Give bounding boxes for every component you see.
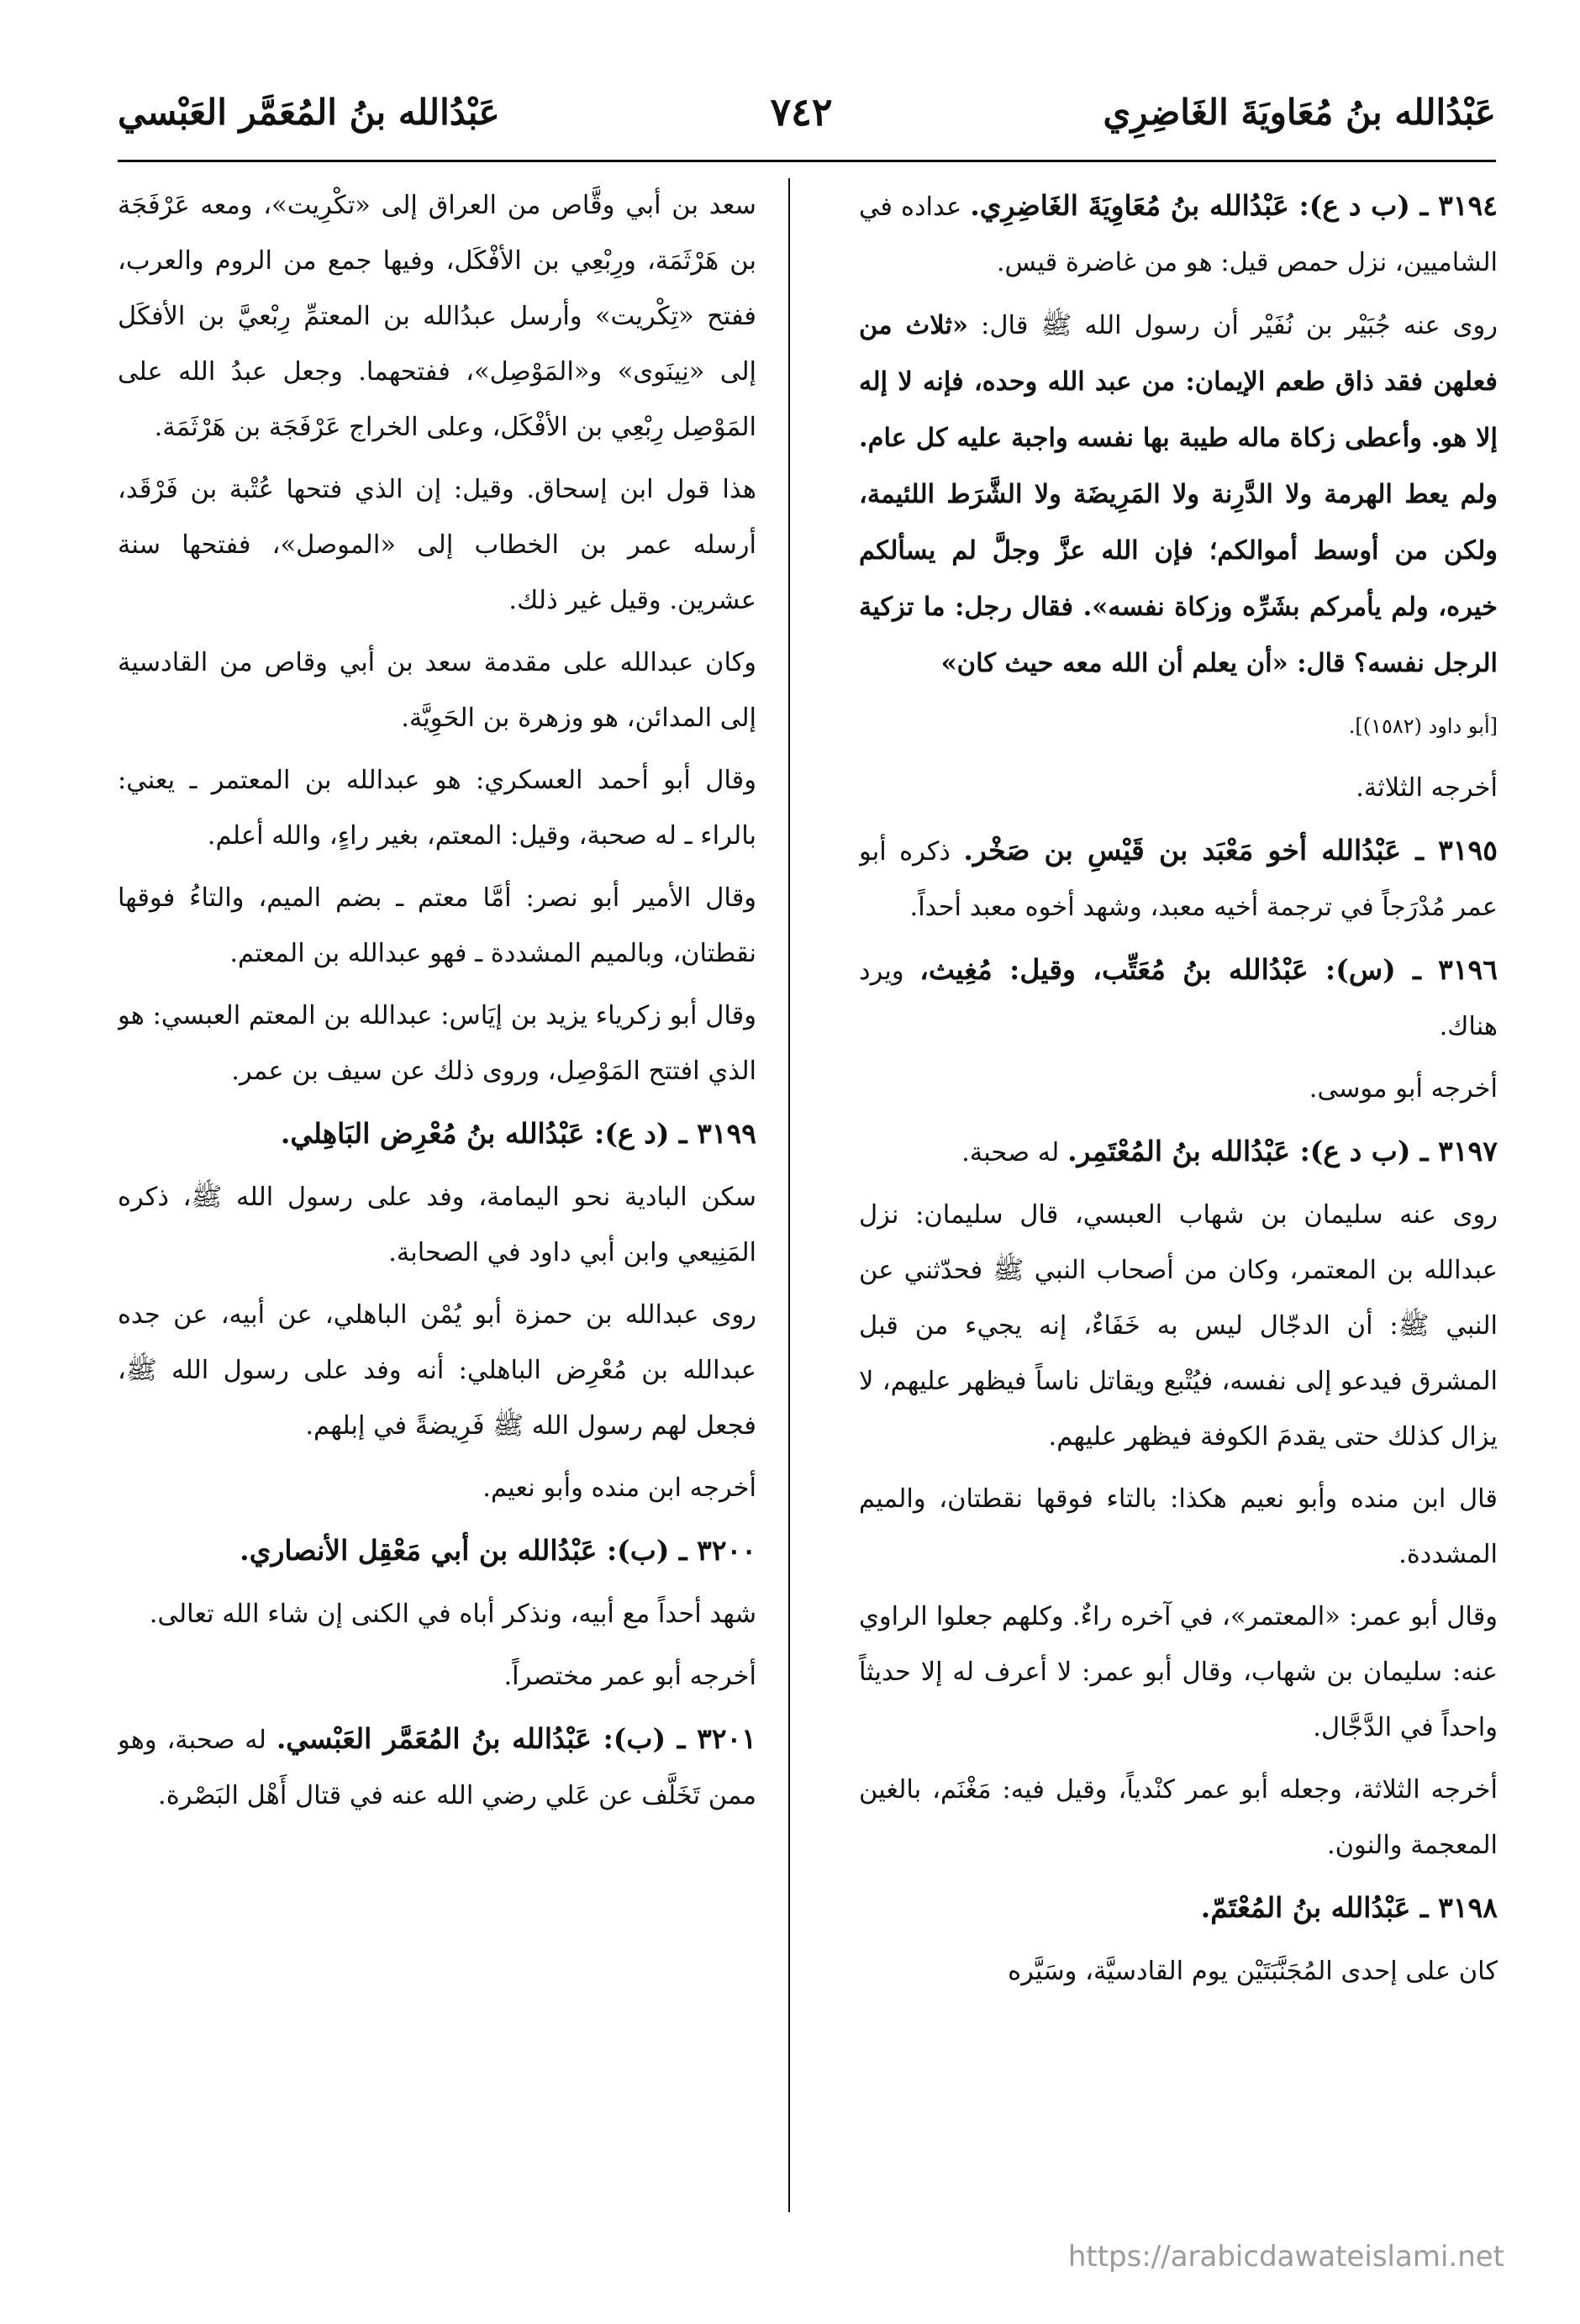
right-column [859,178,1498,2221]
page-header [118,74,1496,150]
paragraph: شهد أحداً مع أبيه، ونذكر أباه في الكنى إن شاء الله تعالى. [149,1599,756,1629]
paragraph: وكان عبدالله على مقدمة سعد بن أبي وقاص من القادسية إلى المدائن، هو وزهرة بن الحَوِيَّة. [118,648,756,733]
page-number: ٧٤٢ [770,89,833,134]
entry-3196: ٣١٩٦ ـ (س): عَبْدُالله بنُ مُعَتِّب، وقيل: مُغِيث، ويرد هناك. [859,953,1498,1041]
reference: [أبو داود (١٥٨٢)]. [1348,714,1498,738]
paragraph: أخرجه ابن منده وأبو نعيم. [482,1473,756,1503]
paragraph: سكن البادية نحو اليمامة، وفد على رسول الله ﷺ، ذكره المَنِيعي وابن أبي داود في الصحابة. [118,1183,756,1267]
entry-3197: ٣١٩٧ ـ (ب د ع): عَبْدُالله بنُ المُعْتَمِر. له صحبة. [961,1135,1498,1167]
paragraph: روى عبدالله بن حمزة أبو يُمْن الباهلي، عن أبيه، عن جده عبدالله بن مُعْرِض الباهلي: أنه وفد على رسول الله ﷺ، فجعل لهم رسول الله ﷺ فَرِيضةً في إبلهم. [118,1300,756,1441]
left-column [118,178,756,2221]
paragraph: وقال الأمير أبو نصر: أمَّا معتم ـ بضم الميم، والتاءُ فوقها نقطتان، وبالميم المشددة ـ فهو عبدالله بن المعتم. [118,883,756,968]
entry-3198: ٣١٩٨ ـ عَبْدُالله بنُ المُعْتَمّ. [1200,1891,1498,1924]
entry-3201: ٣٢٠١ ـ (ب): عَبْدُالله بنُ المُعَمَّر العَبْسي. له صحبة، وهو ممن تَخَلَّف عن عَلي رضي الله عنه في قتال أَهْل البَصْرة. [118,1722,756,1810]
entry-3195: ٣١٩٥ ـ عَبْدُالله أخو مَعْبَد بن قَيْسِ بن صَخْر. ذكره أبو عمر مُدْرَجاً في ترجمة أخيه معبد، وشهد أخوه معبد أحداً. [859,834,1498,922]
header-rule [118,160,1496,162]
paragraph: قال ابن منده وأبو نعيم هكذا: بالتاء فوقها نقطتان، والميم المشددة. [859,1484,1498,1569]
entry-3199: ٣١٩٩ ـ (د ع): عَبْدُالله بنُ مُعْرِض البَاهِلي. [280,1117,756,1150]
running-title-left: عَبْدُالله بنُ المُعَمَّر العَبْسي [118,91,500,133]
paragraph: وقال أبو زكرياء يزيد بن إيَاس: عبدالله بن المعتم العبسي: هو الذي افتتح المَوْصِل، وروى ذلك عن سيف بن عمر. [118,1001,756,1086]
paragraph: أخرجه الثلاثة، وجعله أبو عمر كنْدياً، وقيل فيه: مَغْنَم، بالغين المعجمة والنون. [859,1775,1498,1860]
entry-3200: ٣٢٠٠ ـ (ب): عَبْدُالله بن أبي مَعْقِل الأنصاري. [240,1534,756,1567]
paragraph: كان على إحدى المُجَنَّبَتَيْن يوم القادسيَّة، وسَيَّره [1008,1957,1498,1986]
paragraph: أخرجه أبو موسى. [1309,1074,1498,1104]
paragraph: وقال أبو عمر: «المعتمر»، في آخره راءٌ. وكلهم جعلوا الراوي عنه: سليمان بن شهاب، وقال أبو عمر: لا أعرف له إلا حديثاً واحداً في الدَّجَّال. [859,1602,1498,1742]
paragraph: أخرجه الثلاثة. [1356,773,1498,803]
running-title-right: عَبْدُالله بنُ مُعَاويَةَ الغَاضِرِي [1103,91,1496,133]
entry-3194: ٣١٩٤ ـ (ب د ع): عَبْدُالله بنُ مُعَاوِيَةَ الغَاضِرِي. عداده في الشاميين، نزل حمص قيل: هو من غاضرة قيس. [859,189,1498,277]
paragraph: وقال أبو أحمد العسكري: هو عبدالله بن المعتمر ـ يعني: بالراء ـ له صحبة، وقيل: المعتم، بغير راءٍ، والله أعلم. [118,766,756,851]
paragraph: هذا قول ابن إسحاق. وقيل: إن الذي فتحها عُتْبة بن فَرْقَد، أرسله عمر بن الخطاب إلى «الموصل»، ففتحها سنة عشرين. وقيل غير ذلك. [118,475,756,615]
column-rule [788,178,790,2212]
paragraph: روى عنه سليمان بن شهاب العبسي، قال سليمان: نزل عبدالله بن المعتمر، وكان من أصحاب النبي ﷺ فحدّثني عن النبي ﷺ: أن الدجّال ليس به خَفَاءٌ، إنه يجيء من قبل المشرق فيدعو إلى نفسه، فيُتْبع ويقاتل ناساً فيظهر عليهم، لا يزال كذلك حتى يقدمَ الكوفة فيظهر عليهم. [859,1200,1498,1452]
hadith-paragraph: روى عنه جُبَيْر بن نُفَيْر أن رسول الله ﷺ قال: «ثلاث من فعلهن فقد ذاق طعم الإيمان: من عبد الله وحده، فإنه لا إله إلا هو. وأعطى زكاة ماله طيبة بها نفسه واجبة عليه كل عام. ولم يعط الهرمة ولا الدَّرِنة ولا المَرِيضَة ولا الشَّرَط اللئيمة، ولكن من أوسط أموالكم؛ فإن الله عزَّ وجلَّ لم يسألكم خيره، ولم يأمركم بشَرِّه وزكاة نفسه». فقال رجل: ما تزكية الرجل نفسه؟ قال: «أن يعلم أن الله معه حيث كان» [859,310,1498,678]
paragraph: أخرجه أبو عمر مختصراً. [503,1662,756,1691]
watermark-url: https://arabicdawateislami.net [1067,2240,1504,2274]
paragraph: سعد بن أبي وقَّاص من العراق إلى «تكْرِيت»، ومعه عَرْفَجَة بن هَرْثَمَة، ورِبْعِي بن الأفْكَل، وفيها جمع من الروم والعرب، ففتح «تِكْريت» وأرسل عبدُالله بن المعتمِّ رِبْعيَّ بن الأفكَل إلى «نِينَوى» و«المَوْصِل»، ففتحهما. وجعل عبدُ الله على المَوْصِل رِبْعِي بن الأفْكَل، وعلى الخراج عَرْفَجَة بن هَرْثَمَة. [118,191,756,442]
